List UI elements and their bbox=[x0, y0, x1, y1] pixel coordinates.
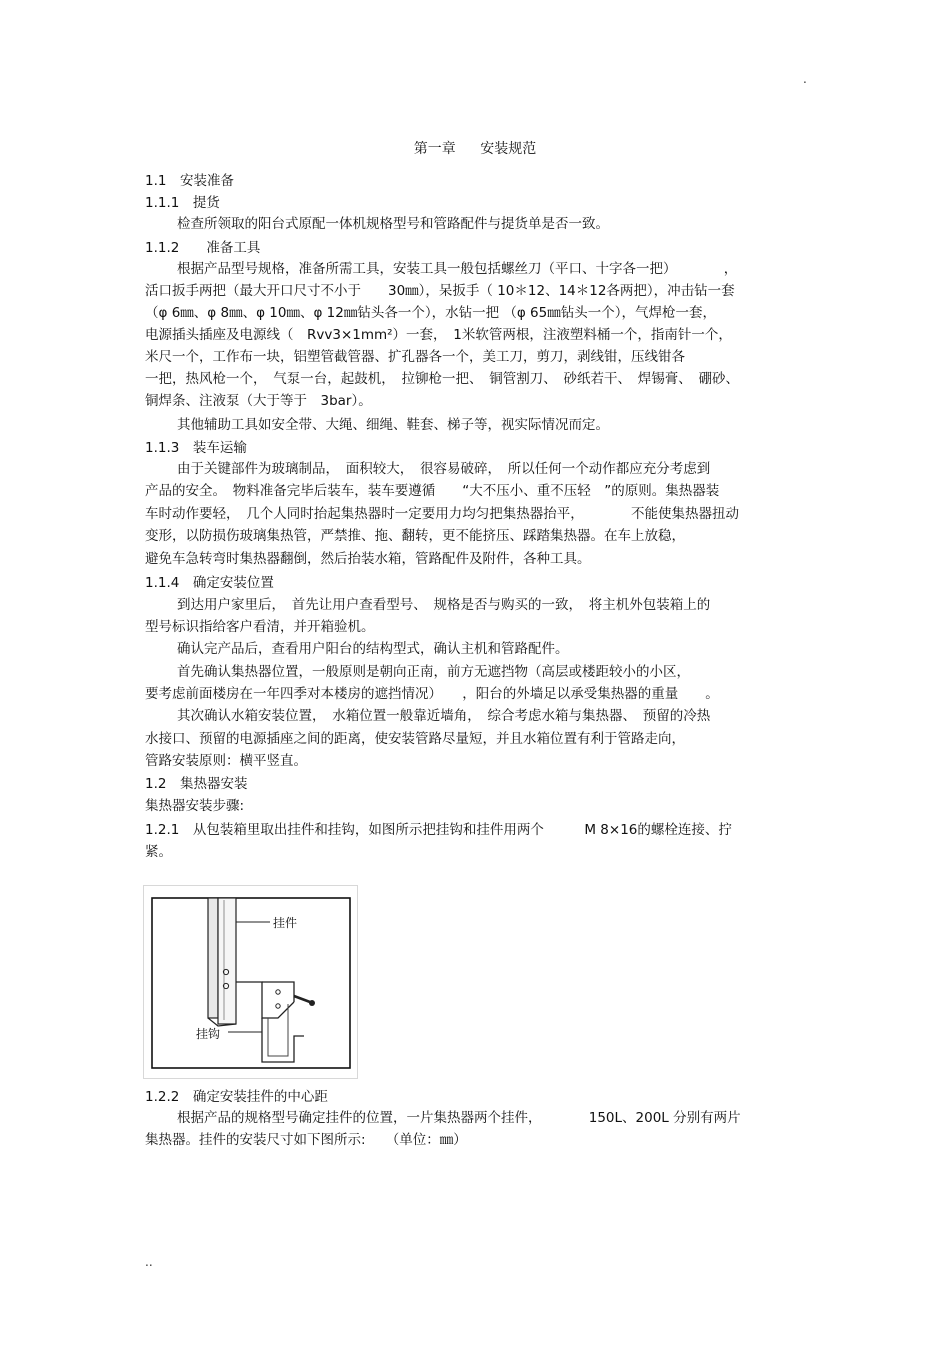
text-line: 根据产品型号规格，准备所需工具，安装工具一般包括螺丝刀（平口、十字各一把） ， bbox=[177, 261, 738, 277]
text-line: （φ 6㎜、φ 8㎜、φ 10㎜、φ 12㎜钻头各一个），水钻一把 （φ 65㎜钻头一个），气焊枪一套， bbox=[145, 305, 716, 321]
section-heading: 1.1 安装准备 bbox=[145, 173, 234, 189]
text-line: 电源插头插座及电源线（ Rvv3×1mm²）一套， 1米软管两根，注液塑料桶一个，指南针一个， bbox=[145, 327, 732, 343]
text-line: 管路安装原则：横平竖直。 bbox=[145, 753, 307, 769]
subsection-heading: 1.1.2 准备工具 bbox=[145, 240, 261, 256]
chapter-title bbox=[0, 138, 950, 158]
text-line: 避免车急转弯时集热器翻倒，然后抬装水箱，管路配件及附件，各种工具。 bbox=[145, 551, 591, 567]
text-line: 首先确认集热器位置，一般原则是朝向正南，前方无遮挡物（高层或楼距较小的小区， bbox=[177, 664, 690, 680]
text-line: 车时动作要轻， 几个人同时抬起集热器时一定要用力均匀把集热器抬平， 不能使集热器扭动 bbox=[145, 506, 739, 522]
chapter-number: 第一章 bbox=[413, 141, 456, 157]
subsection-heading: 1.2.2 确定安装挂件的中心距 bbox=[145, 1089, 328, 1105]
hanger-hook-drawing bbox=[144, 886, 357, 1078]
text-line: 铜焊条、注液泵（大于等于 3bar）。 bbox=[145, 393, 372, 409]
text-line: 要考虑前面楼房在一年四季对本楼房的遮挡情况） ，阳台的外墙足以承受集热器的重量 。 bbox=[145, 686, 719, 702]
text-line: 其次确认水箱安装位置， 水箱位置一般靠近墙角， 综合考虑水箱与集热器、 预留的冷热 bbox=[177, 708, 711, 724]
subsection-heading: 1.1.3 装车运输 bbox=[145, 440, 247, 456]
text-line: 确认完产品后，查看用户阳台的结构型式，确认主机和管路配件。 bbox=[177, 641, 569, 657]
hanger-hook-figure bbox=[143, 885, 358, 1079]
figure-label-hook: 挂钩 bbox=[196, 1027, 221, 1041]
subsection-heading: 1.1.4 确定安装位置 bbox=[145, 575, 274, 591]
text-line: 1.2.1 从包装箱里取出挂件和挂钩，如图所示把挂钩和挂件用两个 M 8×16的螺栓连接、拧 bbox=[145, 822, 732, 838]
text-line: 产品的安全。 物料准备完毕后装车，装车要遵循 “大不压小、重不压轻 ”的原则。集热器装 bbox=[145, 483, 720, 499]
text-line: 紧。 bbox=[145, 844, 172, 860]
text-line: 根据产品的规格型号确定挂件的位置，一片集热器两个挂件， 150L、200L 分别有两片 bbox=[177, 1110, 741, 1126]
text-line: 米尺一个，工作布一块，铝塑管截管器、扩孔器各一个，美工刀，剪刀，剥线钳，压线钳各 bbox=[145, 349, 685, 365]
text-line: 活口扳手两把（最大开口尺寸不小于 30㎜），呆扳手（ 10＊12、14＊12各两把），冲击钻一套 bbox=[145, 283, 735, 299]
text-line: 到达用户家里后， 首先让用户查看型号、 规格是否与购买的一致， 将主机外包装箱上的 bbox=[177, 597, 711, 613]
text-line: 集热器。挂件的安装尺寸如下图所示: （单位：㎜） bbox=[145, 1132, 467, 1148]
text-line: 变形，以防损伤玻璃集热管，严禁推、拖、翻转，更不能挤压、踩踏集热器。在车上放稳， bbox=[145, 528, 685, 544]
text-line: 型号标识指给客户看清，并开箱验机。 bbox=[145, 619, 375, 635]
text-line: 由于关键部件为玻璃制品， 面积较大， 很容易破碎， 所以任何一个动作都应充分考虑到 bbox=[177, 461, 711, 477]
text-line: 水接口、预留的电源插座之间的距离，使安装管路尽量短，并且水箱位置有利于管路走向， bbox=[145, 731, 685, 747]
corner-mark: . bbox=[803, 72, 807, 86]
chapter-name: 安装规范 bbox=[480, 141, 537, 157]
figure-label-hanger: 挂件 bbox=[273, 916, 298, 930]
text-line: 集热器安装步骤: bbox=[145, 798, 245, 814]
text-line: 检查所领取的阳台式原配一体机规格型号和管路配件与提货单是否一致。 bbox=[177, 216, 609, 232]
text-line: 其他辅助工具如安全带、大绳、细绳、鞋套、梯子等，视实际情况而定。 bbox=[177, 417, 609, 433]
section-heading: 1.2 集热器安装 bbox=[145, 776, 248, 792]
corner-mark: .. bbox=[145, 1255, 153, 1269]
subsection-heading: 1.1.1 提货 bbox=[145, 195, 220, 211]
text-line: 一把，热风枪一个， 气泵一台，起鼓机， 拉铆枪一把、 铜管割刀、 砂纸若干、 焊锡膏、 硼砂、 bbox=[145, 371, 739, 387]
